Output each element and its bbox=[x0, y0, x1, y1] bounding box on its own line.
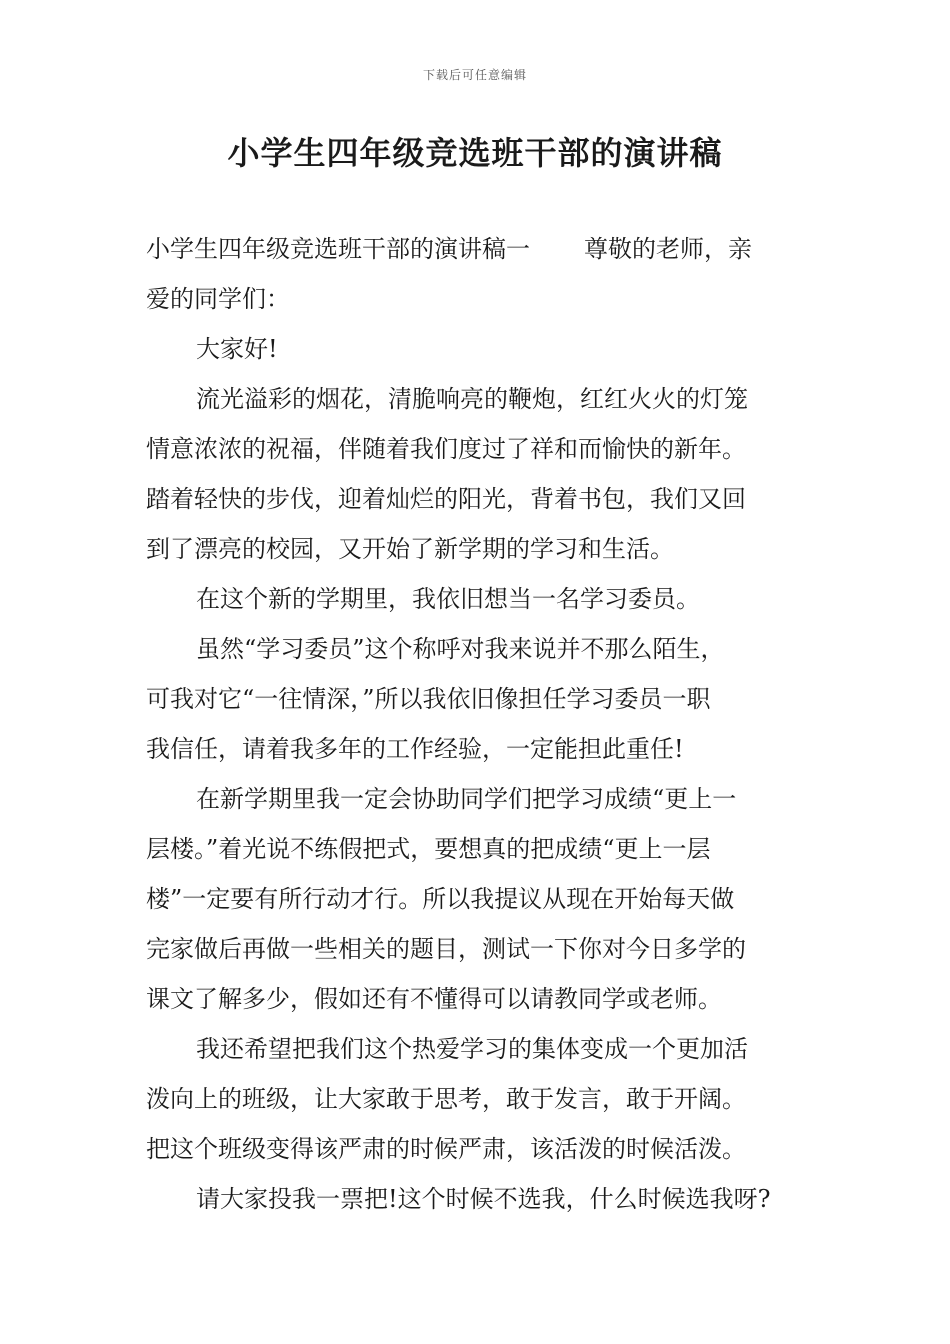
text-line: 可我对它“一往情深，”所以我依旧像担任学习委员一职 bbox=[146, 685, 711, 713]
text-line: 层楼。”着光说不练假把式，要想真的把成绩“更上一层 bbox=[146, 835, 711, 863]
text-line: 在新学期里我一定会协助同学们把学习成绩“更上一 bbox=[196, 785, 737, 813]
text-line: 到了漂亮的校园，又开始了新学期的学习和生活。 bbox=[146, 535, 674, 563]
text-line: 课文了解多少，假如还有不懂得可以请教同学或老师。 bbox=[146, 985, 722, 1013]
text-fragment: 尊敬的老师，亲 bbox=[584, 235, 752, 263]
text-line: 我信任，请着我多年的工作经验，一定能担此重任! bbox=[146, 735, 684, 763]
text-line: 完家做后再做一些相关的题目，测试一下你对今日多学的 bbox=[146, 935, 746, 963]
text-line: 流光溢彩的烟花，清脆响亮的鞭炮，红红火火的灯笼 bbox=[196, 385, 748, 413]
document-body bbox=[146, 224, 816, 1224]
text-line: 大家好! bbox=[196, 335, 278, 363]
text-line: 请大家投我一票把!这个时候不选我，什么时候选我呀? bbox=[196, 1185, 771, 1213]
text-line: 我还希望把我们这个热爱学习的集体变成一个更加活 bbox=[196, 1035, 748, 1063]
header-note: 下载后可任意编辑 bbox=[422, 68, 527, 82]
text-line: 踏着轻快的步伐，迎着灿烂的阳光，背着书包，我们又回 bbox=[146, 485, 746, 513]
text-line: 把这个班级变得该严肃的时候严肃，该活泼的时候活泼。 bbox=[146, 1135, 746, 1163]
text-line: 情意浓浓的祝福，伴随着我们度过了祥和而愉快的新年。 bbox=[146, 435, 746, 463]
text-line: 泼向上的班级，让大家敢于思考，敢于发言，敢于开阔。 bbox=[146, 1085, 746, 1113]
text-line: 虽然“学习委员”这个称呼对我来说并不那么陌生， bbox=[196, 635, 725, 663]
text-line: 爱的同学们： bbox=[146, 285, 290, 313]
text-fragment: 小学生四年级竞选班干部的演讲稿一 bbox=[146, 235, 530, 263]
text-line: 在这个新的学期里，我依旧想当一名学习委员。 bbox=[196, 585, 700, 613]
text-line bbox=[146, 224, 816, 274]
document-title: 小学生四年级竞选班干部的演讲稿 bbox=[227, 134, 723, 172]
text-line: 楼”一定要有所行动才行。所以我提议从现在开始每天做 bbox=[146, 885, 735, 913]
